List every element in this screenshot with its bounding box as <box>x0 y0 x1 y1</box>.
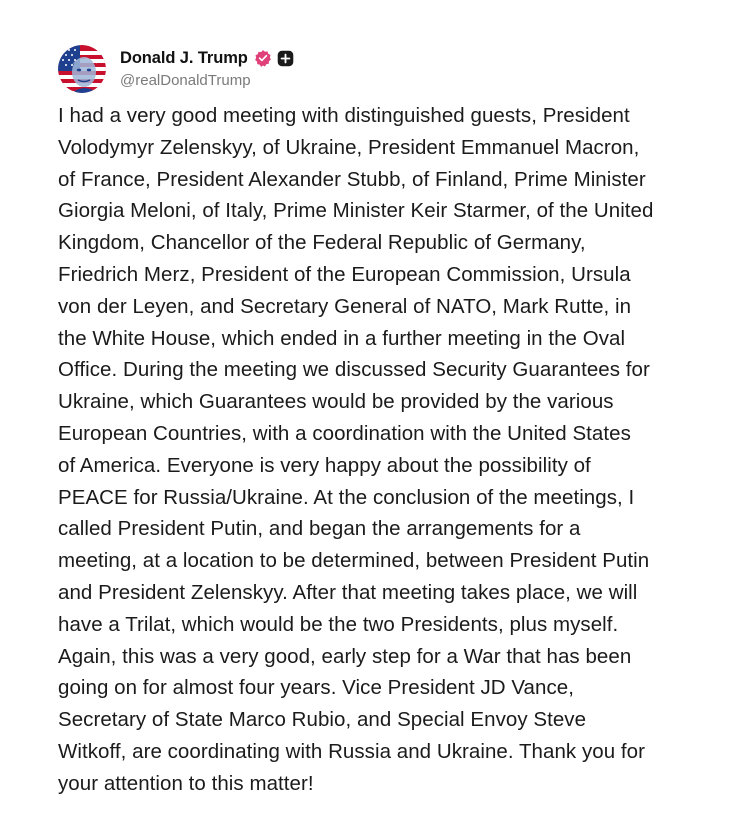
post-body-line: Again, this was a very good, early step for a War that has been <box>58 644 632 668</box>
post-body-line: and President Zelenskyy. After that meeting takes place, we will <box>58 580 638 604</box>
name-row <box>120 47 294 69</box>
post-body-line: von der Leyen, and Secretary General of NATO, Mark Rutte, in <box>58 294 632 318</box>
avatar-image <box>58 45 106 93</box>
post-body-line: have a Trilat, which would be the two Presidents, plus myself. <box>58 612 619 636</box>
verified-badge-icon <box>254 49 272 67</box>
author-handle[interactable]: @realDonaldTrump <box>120 72 251 89</box>
post-body-line: Secretary of State Marco Rubio, and Special Envoy Steve <box>58 708 587 732</box>
post-body <box>58 100 698 800</box>
post-body-line: Witkoff, are coordinating with Russia and Ukraine. Thank you for <box>58 739 645 763</box>
post-body-line: PEACE for Russia/Ukraine. At the conclusion of the meetings, I <box>58 485 635 509</box>
post-body-line: going on for almost four years. Vice President JD Vance, <box>58 676 574 700</box>
post-body-line: I had a very good meeting with distinguished guests, President <box>58 104 630 127</box>
post-body-line: European Countries, with a coordination with the United States <box>58 421 631 445</box>
post-body-line: Office. During the meeting we discussed Security Guarantees for <box>58 358 650 382</box>
post-header <box>58 43 294 95</box>
post-body-line: of France, President Alexander Stubb, of Finland, Prime Minister <box>58 167 646 191</box>
post-body-line: your attention to this matter! <box>58 771 314 795</box>
author-identity <box>120 47 294 89</box>
post-body-line: the White House, which ended in a further meeting in the Oval <box>58 326 626 350</box>
post-body-line: of America. Everyone is very happy about the possibility of <box>58 453 591 477</box>
post-body-line: meeting, at a location to be determined, between President Putin <box>58 549 650 573</box>
post-body-line: Giorgia Meloni, of Italy, Prime Minister Keir Starmer, of the United <box>58 199 654 223</box>
post-body-line: Ukraine, which Guarantees would be provided by the various <box>58 390 614 414</box>
post-body-line: Kingdom, Chancellor of the Federal Republic of Germany, <box>58 231 586 255</box>
post-body-line: Volodymyr Zelenskyy, of Ukraine, President Emmanuel Macron, <box>58 135 640 159</box>
post-body-line: Friedrich Merz, President of the European Commission, Ursula <box>58 262 631 286</box>
avatar[interactable] <box>58 45 106 93</box>
plus-badge-icon <box>277 50 294 67</box>
display-name[interactable]: Donald J. Trump <box>120 48 248 67</box>
post-body-line: called President Putin, and began the arrangements for a <box>58 517 581 541</box>
